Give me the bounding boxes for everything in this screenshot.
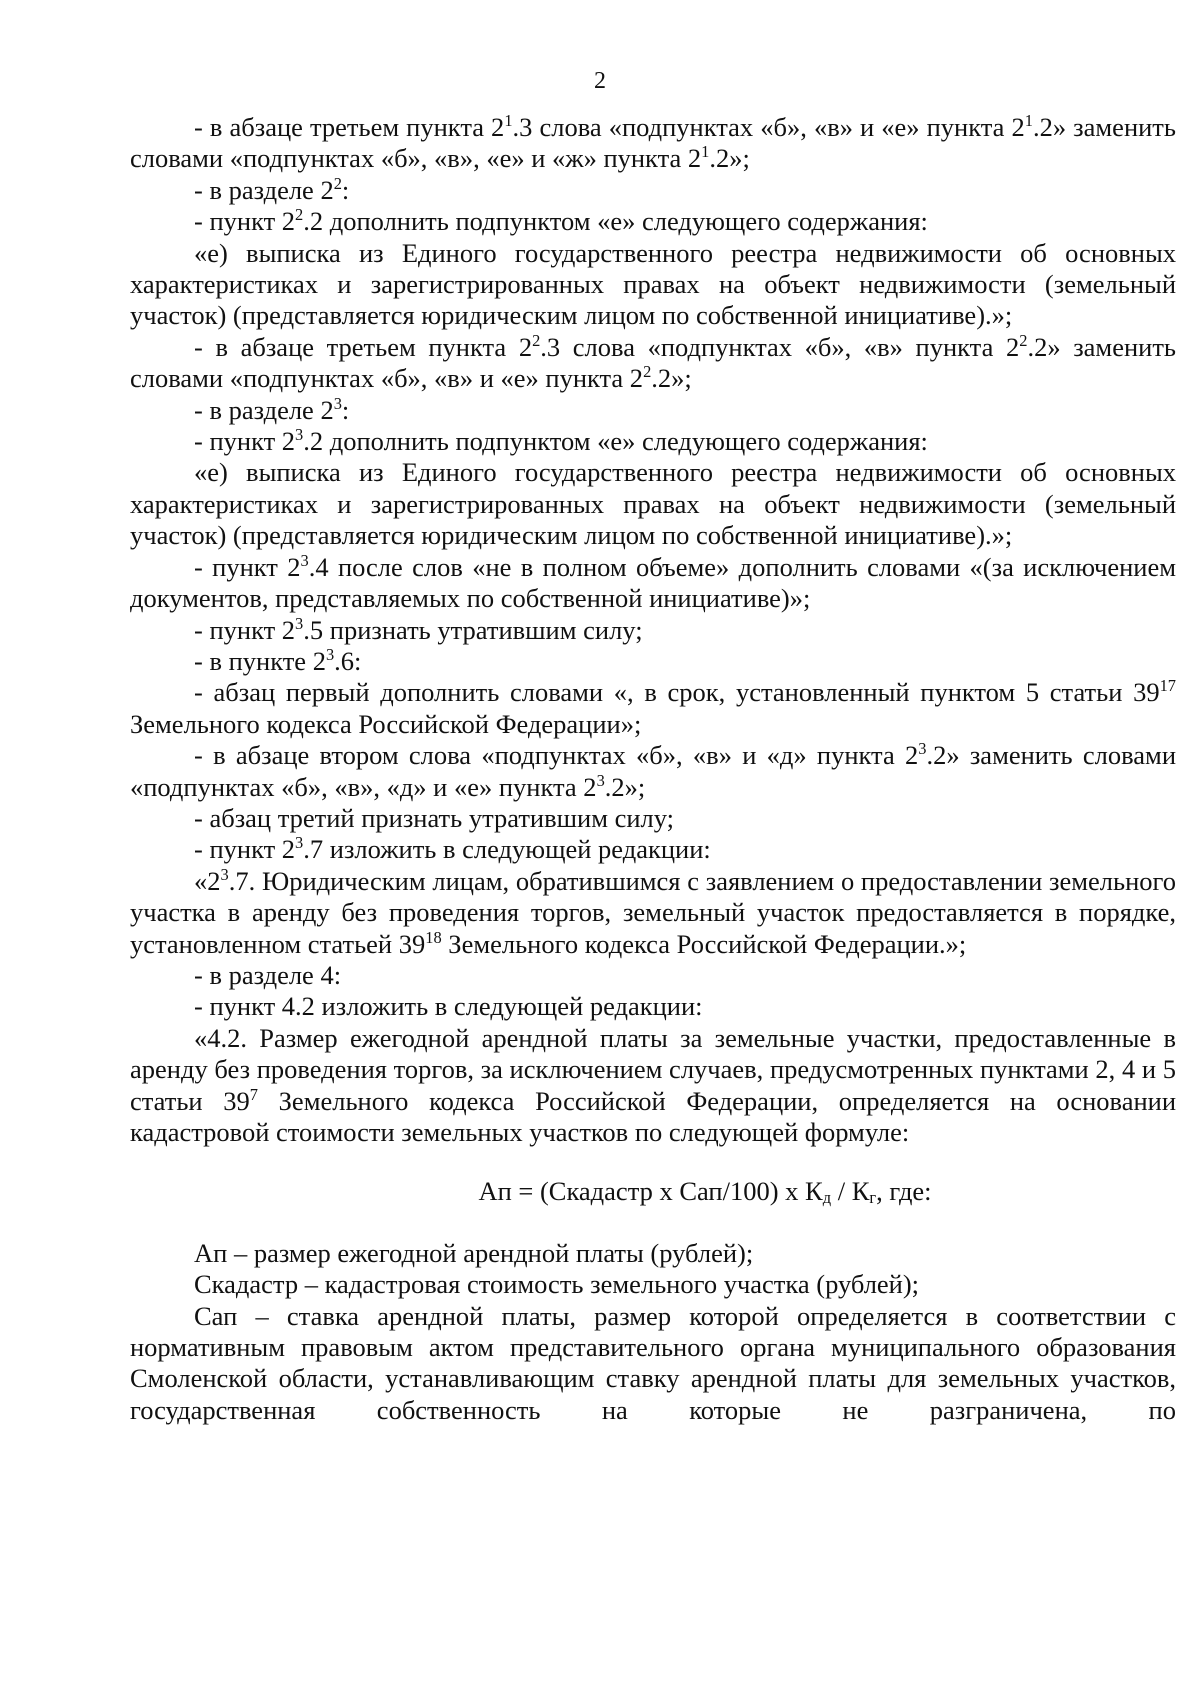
paragraph: - абзац первый дополнить словами «, в срок, установленный пунктом 5 статьи $39^{17}$ Земельного кодекса Российской Федерации»; <box>130 676 1176 739</box>
paragraph: - в разделе $2^2$: <box>194 173 350 205</box>
document-body <box>130 112 1176 1426</box>
definition-item: Сап – ставка арендной платы, размер которой определяется в соответствии с нормативным правовым актом представительного органа муниципального образования Смоленской области, устанавливающим ставку арендной платы для земельных участков, государственная собственность на которые не разграничена, по <box>130 1300 1176 1425</box>
paragraph: - в абзаце третьем пункта $2^1.3$ слова «подпунктах «б», «в» и «е» пункта $2^1.2$» заменить словами «подпунктах «б», «в», «е» и «ж» пункта $2^1.2$»; <box>130 110 1176 174</box>
paragraph: - пункт $2^3.2$ дополнить подпунктом «е» следующего содержания: <box>194 424 928 457</box>
paragraph: - в пункте $2^3.6$: <box>194 644 362 676</box>
paragraph: - в разделе 4: <box>194 959 342 990</box>
paragraph: - пункт $2^3.4$ после слов «не в полном объеме» дополнить словами «(за исключением документов, представляемых по собственной инициативе)»; <box>130 550 1177 614</box>
paragraph: - в абзаце втором слова «подпунктах «б», «в» и «д» пункта $2^3.2$» заменить словами «подпунктах «б», «в», «д» и «е» пункта $2^3.2$»; <box>130 738 1177 802</box>
page-number: 2 <box>594 68 606 94</box>
paragraph: - пункт $2^3.7$ изложить в следующей редакции: <box>194 833 711 865</box>
paragraph: - абзац третий признать утратившим силу; <box>194 802 675 833</box>
paragraph: «4.2. Размер ежегодной арендной платы за земельные участки, предоставленные в аренду без проведения торгов, за исключением случаев, предусмотренных пунктами 2, 4 и 5 статьи $39^7$ Земельного кодекса Российской Федерации, определяется на основании кадастровой стоимости земельных участков по следующей формуле: <box>130 1022 1176 1147</box>
paragraph: - пункт $2^3.5$ признать утратившим силу; <box>194 613 643 645</box>
definition-item: Скадастр – кадастровая стоимость земельного участка (рублей); <box>194 1269 920 1300</box>
paragraph: «е) выписка из Единого государственного реестра недвижимости об основных характеристиках и зарегистрированных правах на объект недвижимости (земельный участок) (представляется юридическим лицом по собственной инициативе).»; <box>130 457 1176 551</box>
definition-item: Ап – размер ежегодной арендной платы (рублей); <box>194 1237 754 1268</box>
paragraph: «е) выписка из Единого государственного реестра недвижимости об основных характеристиках и зарегистрированных правах на объект недвижимости (земельный участок) (представляется юридическим лицом по собственной инициативе).»; <box>130 237 1176 331</box>
paragraph: - пункт $2^2.2$ дополнить подпунктом «е» следующего содержания: <box>194 205 928 237</box>
formula: Ап = (Скадастр х Сап/100) х $К_д / К_г$, где: <box>478 1176 932 1208</box>
paragraph: - в абзаце третьем пункта $2^2.3$ слова «подпунктах «б», «в» пункта $2^2.2$» заменить словами «подпунктах «б», «в» и «е» пункта $2^2.2$»; <box>130 330 1176 394</box>
paragraph: - в разделе $2^3$: <box>194 393 350 425</box>
paragraph: «$2^3.7$. Юридическим лицам, обратившимся с заявлением о предоставлении земельного участка в аренду без проведения торгов, земельный участок предоставляется в порядке, установленном статьей $39^{18}$ Земельного кодекса Российской Федерации.»; <box>130 864 1176 959</box>
paragraph: - пункт 4.2 изложить в следующей редакции: <box>194 991 703 1022</box>
